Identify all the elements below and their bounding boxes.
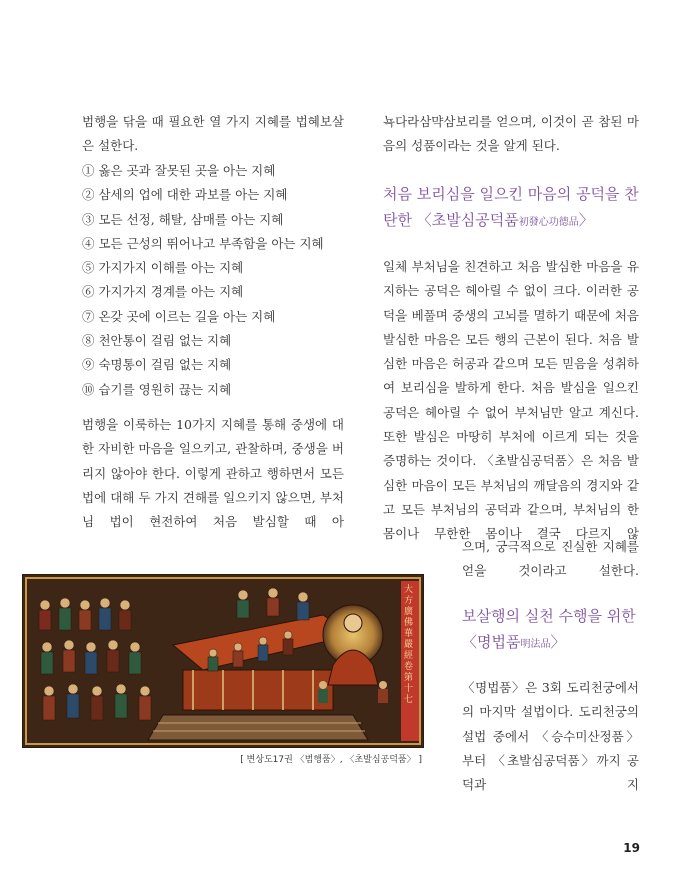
wisdom-item: ③ 모든 선정, 해탈, 삼매를 아는 지혜 (82, 211, 284, 227)
wisdom-item: ⑨ 숙명통이 걸림 없는 지혜 (82, 357, 232, 373)
wisdom-item: ② 삼세의 업에 대한 과보를 아는 지혜 (82, 187, 288, 203)
right-continuation: 뇩다라삼먁삼보리를 얻으며, 이것이 곧 참된 마음의 성품이라는 것을 알게 된다. (383, 114, 639, 154)
heading-2-line-1: 보살행의 실천 수행을 위한 (462, 607, 636, 625)
painting-illustration (23, 575, 423, 747)
heading-1-hanja: 初發心功德品 (518, 217, 579, 228)
heading-2-hanja: 明法品 (520, 639, 551, 650)
right-body-paragraph-1: 일체 부처님을 친견하고 처음 발심한 마음을 유지하는 공덕은 헤아릴 수 없이 크다. 이러한 공덕을 베풀며 중생의 고뇌를 멸하기 때문에 처음 발심한 마음은 모든 행의 근본이 된다. 처음 발심한 마음은 허공과 같으며 모든 믿음을 성취하여 보리심을 발하게 한다. 처음 발심을 일으킨 공덕은 헤아릴 수 없어 부처님만 알고 계신다. 또한 발심은 마땅히 부처에 이르게 되는 것을 증명하는 것이다. 〈초발심공덕품〉은 처음 발심한 마음이 모든 부처님의 깨달음의 경지와 같고 모든 부처님의 공덕과 같으며, 부처님의 한 몸이나 무한한 몸이나 결국 다르지 않 (383, 259, 639, 542)
wisdom-list (82, 159, 362, 402)
section-heading-2 (462, 603, 642, 658)
wisdom-item: ⑩ 습기를 영원히 끊는 지혜 (82, 381, 232, 397)
painting-inscription: 大方廣佛華嚴經卷第十七 (404, 585, 414, 705)
wisdom-item: ⑥ 가지가지 경계를 아는 지혜 (82, 284, 244, 300)
heading-1-close: 〉 (578, 211, 594, 229)
heading-1-text: 처음 보리심을 일으킨 마음의 공덕을 찬탄한 〈초발심공덕품 (383, 185, 639, 229)
heading-2-title: 〈명법품 (462, 633, 521, 651)
right-body-paragraph-2: 〈명법품〉은 3회 도리천궁에서의 마지막 설법이다. 도리천궁의 설법 중에서 〈승수미산정품〉부터 〈초발심공덕품〉까지 공덕과 지 (462, 680, 639, 793)
wisdom-item: ⑧ 천안통이 걸림 없는 지혜 (82, 333, 232, 349)
section-heading-1 (383, 181, 641, 236)
wisdom-item: ⑦ 온갖 곳에 이르는 길을 아는 지혜 (82, 308, 276, 324)
left-body-paragraph: 범행을 이룩하는 10가지 지혜를 통해 중생에 대한 자비한 마음을 일으키고, 관찰하며, 중생을 버리지 않아야 한다. 이렇게 관하고 행하면서 모든 법에 대해 두 가지 견해를 일으키지 않으면, 부처님 법이 현전하여 처음 발심할 때 아 (82, 417, 344, 530)
intro-paragraph: 범행을 닦을 때 필요한 열 가지 지혜를 법혜보살은 설한다. (82, 114, 344, 154)
figure-caption: [ 변상도17권 〈범행품〉, 〈초발심공덕품〉 ] (240, 755, 422, 765)
buddhist-painting-figure (22, 574, 424, 748)
heading-2-close: 〉 (550, 633, 566, 651)
wisdom-item: ⑤ 가지가지 이해를 아는 지혜 (82, 260, 244, 276)
right-body-paragraph-1-end: 으며, 궁극적으로 진실한 지혜를 얻을 것이라고 설한다. (462, 539, 639, 579)
wisdom-item: ① 옳은 곳과 잘못된 곳을 아는 지혜 (82, 163, 276, 178)
page-number: 19 (623, 841, 640, 855)
heading-2-line-2 (462, 629, 642, 658)
wisdom-item: ④ 모든 근성의 뛰어나고 부족함을 아는 지혜 (82, 235, 324, 251)
